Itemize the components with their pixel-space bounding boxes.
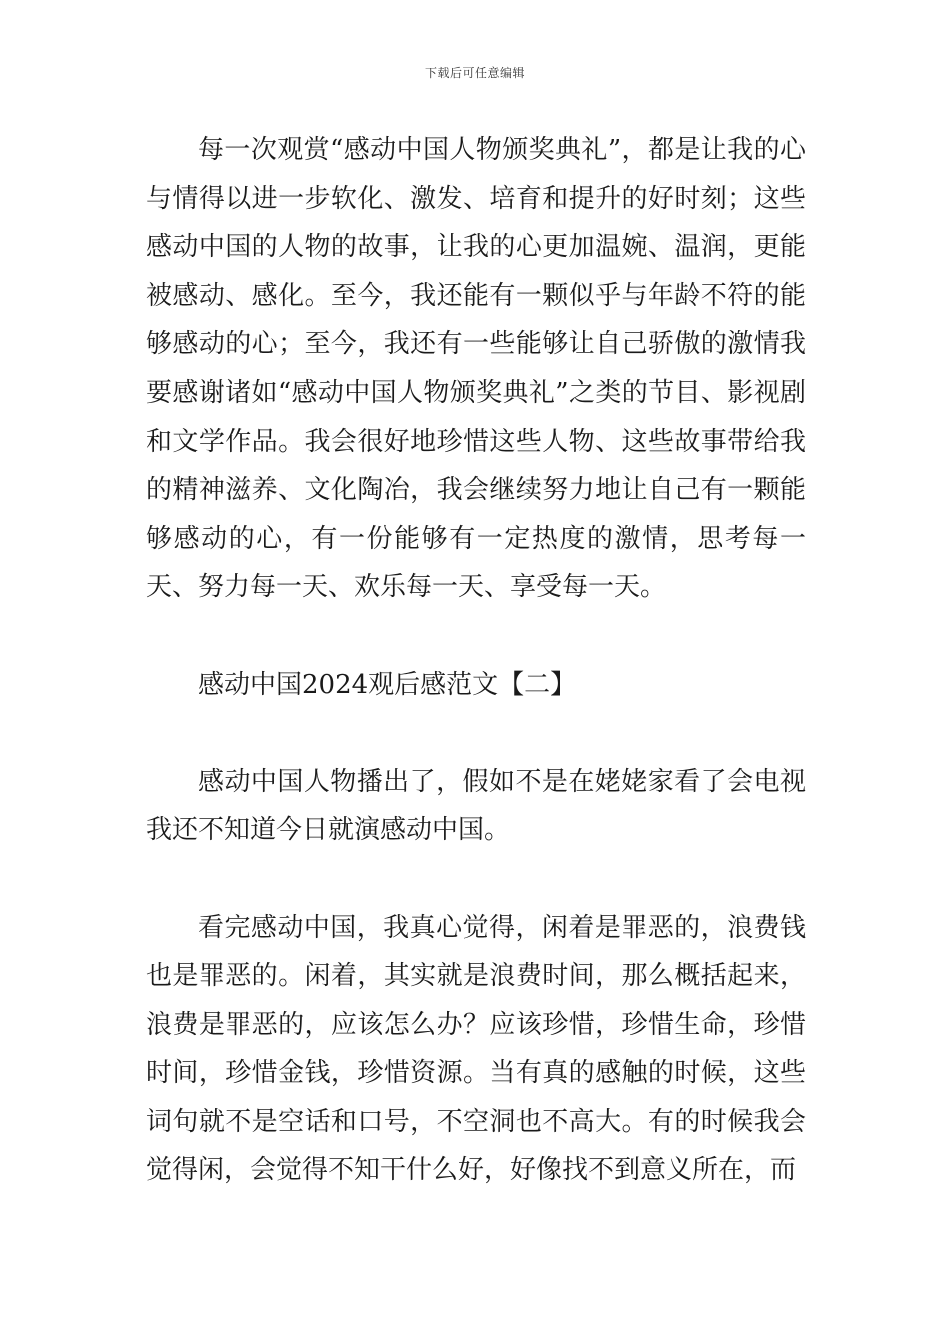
paragraph-gap: [146, 612, 806, 661]
document-body: [146, 126, 806, 1195]
paragraph-broadcast: 感动中国人物播出了，假如不是在姥姥家看了会电视我还不知道今日就演感动中国。: [146, 766, 806, 846]
page-header-note: 下载后可任意编辑: [424, 66, 525, 80]
paragraph-reflection-one: 每一次观赏“感动中国人物颁奖典礼”，都是让我的心与情得以进一步软化、激发、培育和提升的好时刻；这些感动中国的人物的故事，让我的心更加温婉、温润，更能被感动、感化。至今，我还能有一颗似乎与年龄不符的能够感动的心；至今，我还有一些能够让自己骄傲的激情我要感谢诸如“感动中国人物颁奖典礼”之类的节目、影视剧和文学作品。我会很好地珍惜这些人物、这些故事带给我的精神滋养、文化陶冶，我会继续努力地让自己有一颗能够感动的心，有一份能够有一定热度的激情，思考每一天、努力每一天、欢乐每一天、享受每一天。: [146, 135, 806, 603]
paragraph-cherish: 看完感动中国，我真心觉得，闲着是罪恶的，浪费钱也是罪恶的。闲着，其实就是浪费时间，那么概括起来，浪费是罪恶的，应该怎么办？应该珍惜，珍惜生命，珍惜时间，珍惜金钱，珍惜资源。当有真的感触的时候，这些词句就不是空话和口号，不空洞也不高大。有的时候我会觉得闲，会觉得不知干什么好，好像找不到意义所在，而: [146, 912, 806, 1186]
paragraph-gap: [146, 709, 806, 758]
section-heading: 感动中国2024观后感范文【二】: [198, 669, 577, 700]
paragraph-gap: [146, 855, 806, 904]
